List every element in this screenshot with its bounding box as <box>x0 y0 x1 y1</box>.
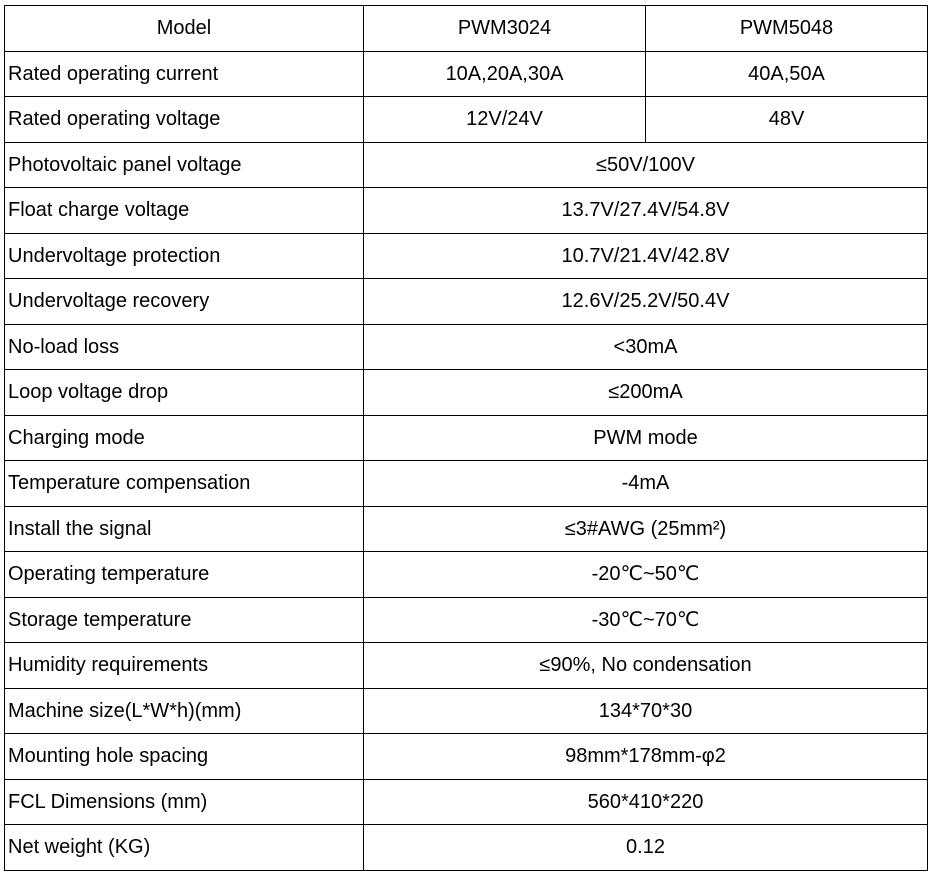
row-value: ≤3#AWG (25mm²) <box>364 506 928 552</box>
row-value: 0.12 <box>364 825 928 871</box>
table-row <box>5 279 928 325</box>
row-value: -20℃~50℃ <box>364 552 928 598</box>
row-label: Temperature compensation <box>5 461 364 507</box>
row-label: Rated operating voltage <box>5 97 364 143</box>
row-value: ≤90%, No condensation <box>364 643 928 689</box>
table-header-row <box>5 6 928 52</box>
row-label: Undervoltage protection <box>5 233 364 279</box>
row-value: 13.7V/27.4V/54.8V <box>364 188 928 234</box>
row-value: ≤50V/100V <box>364 142 928 188</box>
row-label: Install the signal <box>5 506 364 552</box>
row-value-pwm3024: 10A,20A,30A <box>364 51 646 97</box>
table-row <box>5 188 928 234</box>
table-row <box>5 779 928 825</box>
table-row <box>5 825 928 871</box>
row-label: No-load loss <box>5 324 364 370</box>
row-value: ≤200mA <box>364 370 928 416</box>
row-value: PWM mode <box>364 415 928 461</box>
table-row <box>5 597 928 643</box>
row-label: Storage temperature <box>5 597 364 643</box>
spec-table <box>4 5 928 871</box>
row-value-pwm3024: 12V/24V <box>364 97 646 143</box>
table-row <box>5 461 928 507</box>
table-row <box>5 324 928 370</box>
row-value: <30mA <box>364 324 928 370</box>
table-row <box>5 688 928 734</box>
row-label: FCL Dimensions (mm) <box>5 779 364 825</box>
table-row <box>5 643 928 689</box>
header-model-pwm3024: PWM3024 <box>364 6 646 52</box>
table-row <box>5 142 928 188</box>
row-value: -30℃~70℃ <box>364 597 928 643</box>
table-row <box>5 734 928 780</box>
row-value: 560*410*220 <box>364 779 928 825</box>
row-value: 134*70*30 <box>364 688 928 734</box>
header-model-pwm5048: PWM5048 <box>646 6 928 52</box>
row-value-pwm5048: 48V <box>646 97 928 143</box>
row-value: -4mA <box>364 461 928 507</box>
row-label: Float charge voltage <box>5 188 364 234</box>
row-label: Loop voltage drop <box>5 370 364 416</box>
table-row <box>5 51 928 97</box>
row-value: 12.6V/25.2V/50.4V <box>364 279 928 325</box>
row-label: Mounting hole spacing <box>5 734 364 780</box>
table-row <box>5 233 928 279</box>
table-row <box>5 370 928 416</box>
table-row <box>5 506 928 552</box>
row-label: Charging mode <box>5 415 364 461</box>
header-label-cell: Model <box>5 6 364 52</box>
row-label: Undervoltage recovery <box>5 279 364 325</box>
row-label: Photovoltaic panel voltage <box>5 142 364 188</box>
table-row <box>5 415 928 461</box>
row-label: Humidity requirements <box>5 643 364 689</box>
row-label: Net weight (KG) <box>5 825 364 871</box>
row-value-pwm5048: 40A,50A <box>646 51 928 97</box>
row-label: Rated operating current <box>5 51 364 97</box>
row-value: 10.7V/21.4V/42.8V <box>364 233 928 279</box>
row-value: 98mm*178mm-φ2 <box>364 734 928 780</box>
table-row <box>5 552 928 598</box>
table-row <box>5 97 928 143</box>
row-label: Operating temperature <box>5 552 364 598</box>
row-label: Machine size(L*W*h)(mm) <box>5 688 364 734</box>
